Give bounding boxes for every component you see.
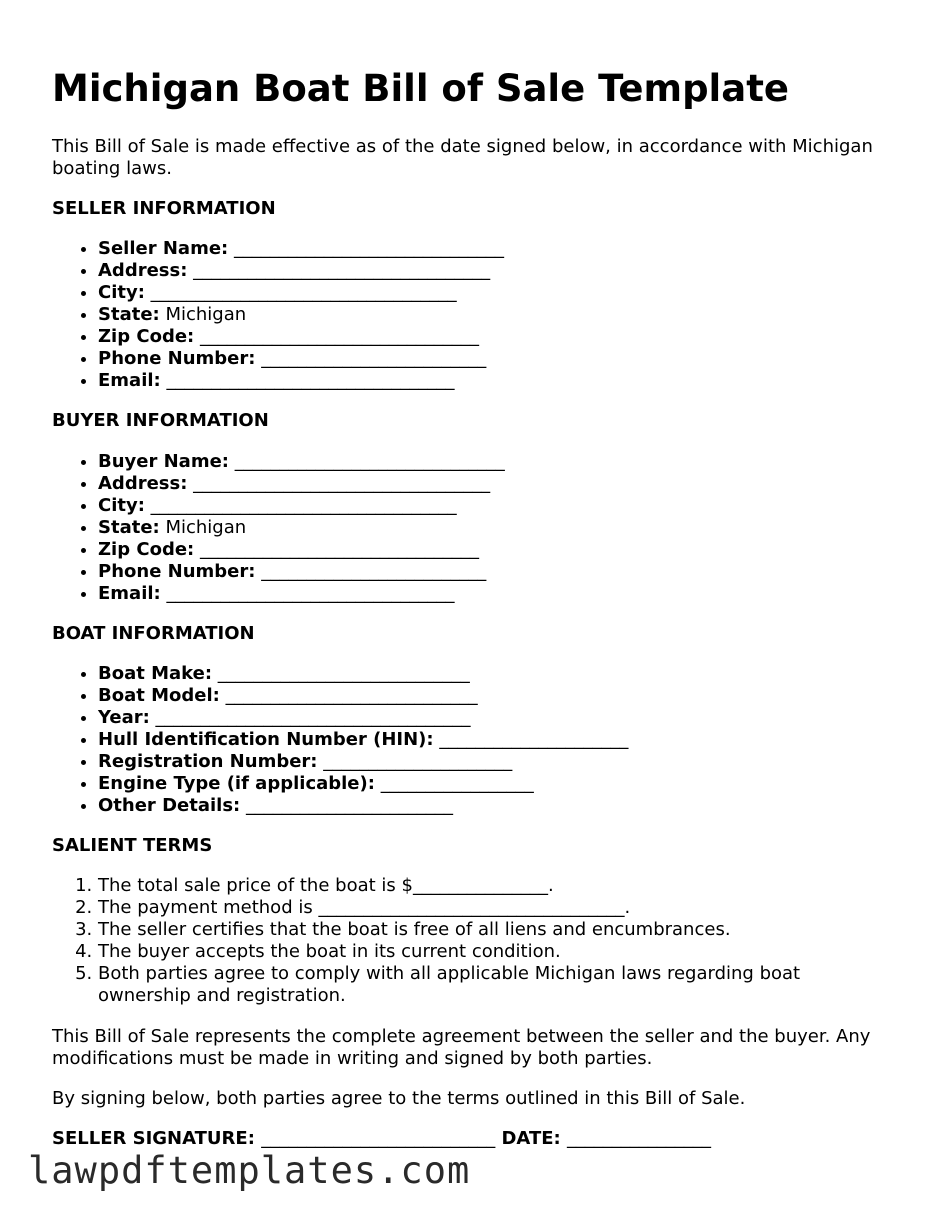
field-label: Engine Type (if applicable):: [98, 773, 375, 794]
signing-paragraph: By signing below, both parties agree to the terms outlined in this Bill of Sale.: [52, 1088, 746, 1109]
seller-zip-field: [98, 326, 504, 348]
seller-city-field: [98, 282, 504, 304]
field-label: Email:: [98, 370, 161, 391]
buyer-state-field: [98, 517, 505, 539]
field-value: _______________________________: [199, 539, 479, 560]
field-value: _______________________________: [199, 326, 479, 347]
date-label: DATE:: [501, 1128, 561, 1149]
seller-fields-list: [52, 238, 504, 392]
field-label: Address:: [98, 260, 188, 281]
buyer-address-field: [98, 473, 505, 495]
seller-name-field: [98, 238, 504, 260]
field-label: Address:: [98, 473, 188, 494]
field-value: _________________________________: [193, 473, 491, 494]
term-item: 5. Both parties agree to comply with all applicable Michigan laws regarding boat ownership and registration.: [98, 963, 858, 1007]
field-value: _____________________: [323, 751, 513, 772]
boat-section-heading: BOAT INFORMATION: [52, 623, 255, 644]
field-label: Registration Number:: [98, 751, 318, 772]
boat-fields-list: [52, 663, 628, 817]
term-item: 4. The buyer accepts the boat in its current condition.: [98, 941, 858, 963]
buyer-email-field: [98, 583, 505, 605]
field-value: __________________________________: [150, 282, 457, 303]
field-label: State:: [98, 304, 160, 325]
field-value: ______________________________: [234, 451, 505, 472]
field-value: Michigan: [165, 304, 247, 325]
terms-section-heading: SALIENT TERMS: [52, 835, 213, 856]
field-label: Zip Code:: [98, 539, 195, 560]
field-value: _________________________: [261, 561, 487, 582]
buyer-section-heading: BUYER INFORMATION: [52, 410, 269, 431]
field-value: ________________________________: [166, 370, 455, 391]
field-value: ________________________________: [166, 583, 455, 604]
date-blank[interactable]: ________________: [567, 1128, 711, 1149]
seller-phone-field: [98, 348, 504, 370]
buyer-name-field: [98, 451, 505, 473]
field-label: Seller Name:: [98, 238, 229, 259]
buyer-city-field: [98, 495, 505, 517]
buyer-fields-list: [52, 451, 505, 605]
field-value: Michigan: [165, 517, 247, 538]
field-value: _______________________: [245, 795, 453, 816]
seller-email-field: [98, 370, 504, 392]
field-label: Phone Number:: [98, 561, 256, 582]
field-value: _________________________: [261, 348, 487, 369]
buyer-zip-field: [98, 539, 505, 561]
page-title: Michigan Boat Bill of Sale Template: [52, 67, 789, 110]
seller-signature-label: SELLER SIGNATURE:: [52, 1128, 255, 1149]
boat-hin-field: [98, 729, 628, 751]
field-label: City:: [98, 282, 145, 303]
term-item: 3. The seller certifies that the boat is free of all liens and encumbrances.: [98, 919, 858, 941]
field-value: ___________________________________: [155, 707, 471, 728]
term-item: 1. The total sale price of the boat is $_______________.: [98, 875, 858, 897]
intro-paragraph: This Bill of Sale is made effective as of the date signed below, in accordance with Michigan boating laws.: [52, 136, 873, 179]
terms-list: [52, 875, 858, 1007]
field-label: Hull Identification Number (HIN):: [98, 729, 434, 750]
field-label: State:: [98, 517, 160, 538]
seller-section-heading: SELLER INFORMATION: [52, 198, 276, 219]
field-value: ____________________________: [225, 685, 478, 706]
field-value: ____________________________: [217, 663, 470, 684]
field-label: Year:: [98, 707, 150, 728]
seller-state-field: [98, 304, 504, 326]
field-value: _________________________________: [193, 260, 491, 281]
field-value: __________________________________: [150, 495, 457, 516]
boat-model-field: [98, 685, 628, 707]
field-value: _________________: [380, 773, 534, 794]
field-label: Other Details:: [98, 795, 241, 816]
boat-other-details-field: [98, 795, 628, 817]
field-label: City:: [98, 495, 145, 516]
field-label: Zip Code:: [98, 326, 195, 347]
site-watermark: lawpdftemplates.com: [28, 1149, 471, 1192]
boat-make-field: [98, 663, 628, 685]
buyer-phone-field: [98, 561, 505, 583]
seller-signature-blank[interactable]: __________________________: [261, 1128, 496, 1149]
field-label: Boat Make:: [98, 663, 213, 684]
field-value: _____________________: [439, 729, 629, 750]
agreement-paragraph: This Bill of Sale represents the complete agreement between the seller and the buyer. Any modifications must be made in writing and signed by both parties.: [52, 1026, 871, 1069]
field-label: Email:: [98, 583, 161, 604]
boat-year-field: [98, 707, 628, 729]
field-label: Boat Model:: [98, 685, 220, 706]
boat-engine-field: [98, 773, 628, 795]
term-item: 2. The payment method is __________________________________.: [98, 897, 858, 919]
field-value: ______________________________: [233, 238, 504, 259]
seller-address-field: [98, 260, 504, 282]
boat-registration-field: [98, 751, 628, 773]
field-label: Phone Number:: [98, 348, 256, 369]
field-label: Buyer Name:: [98, 451, 229, 472]
